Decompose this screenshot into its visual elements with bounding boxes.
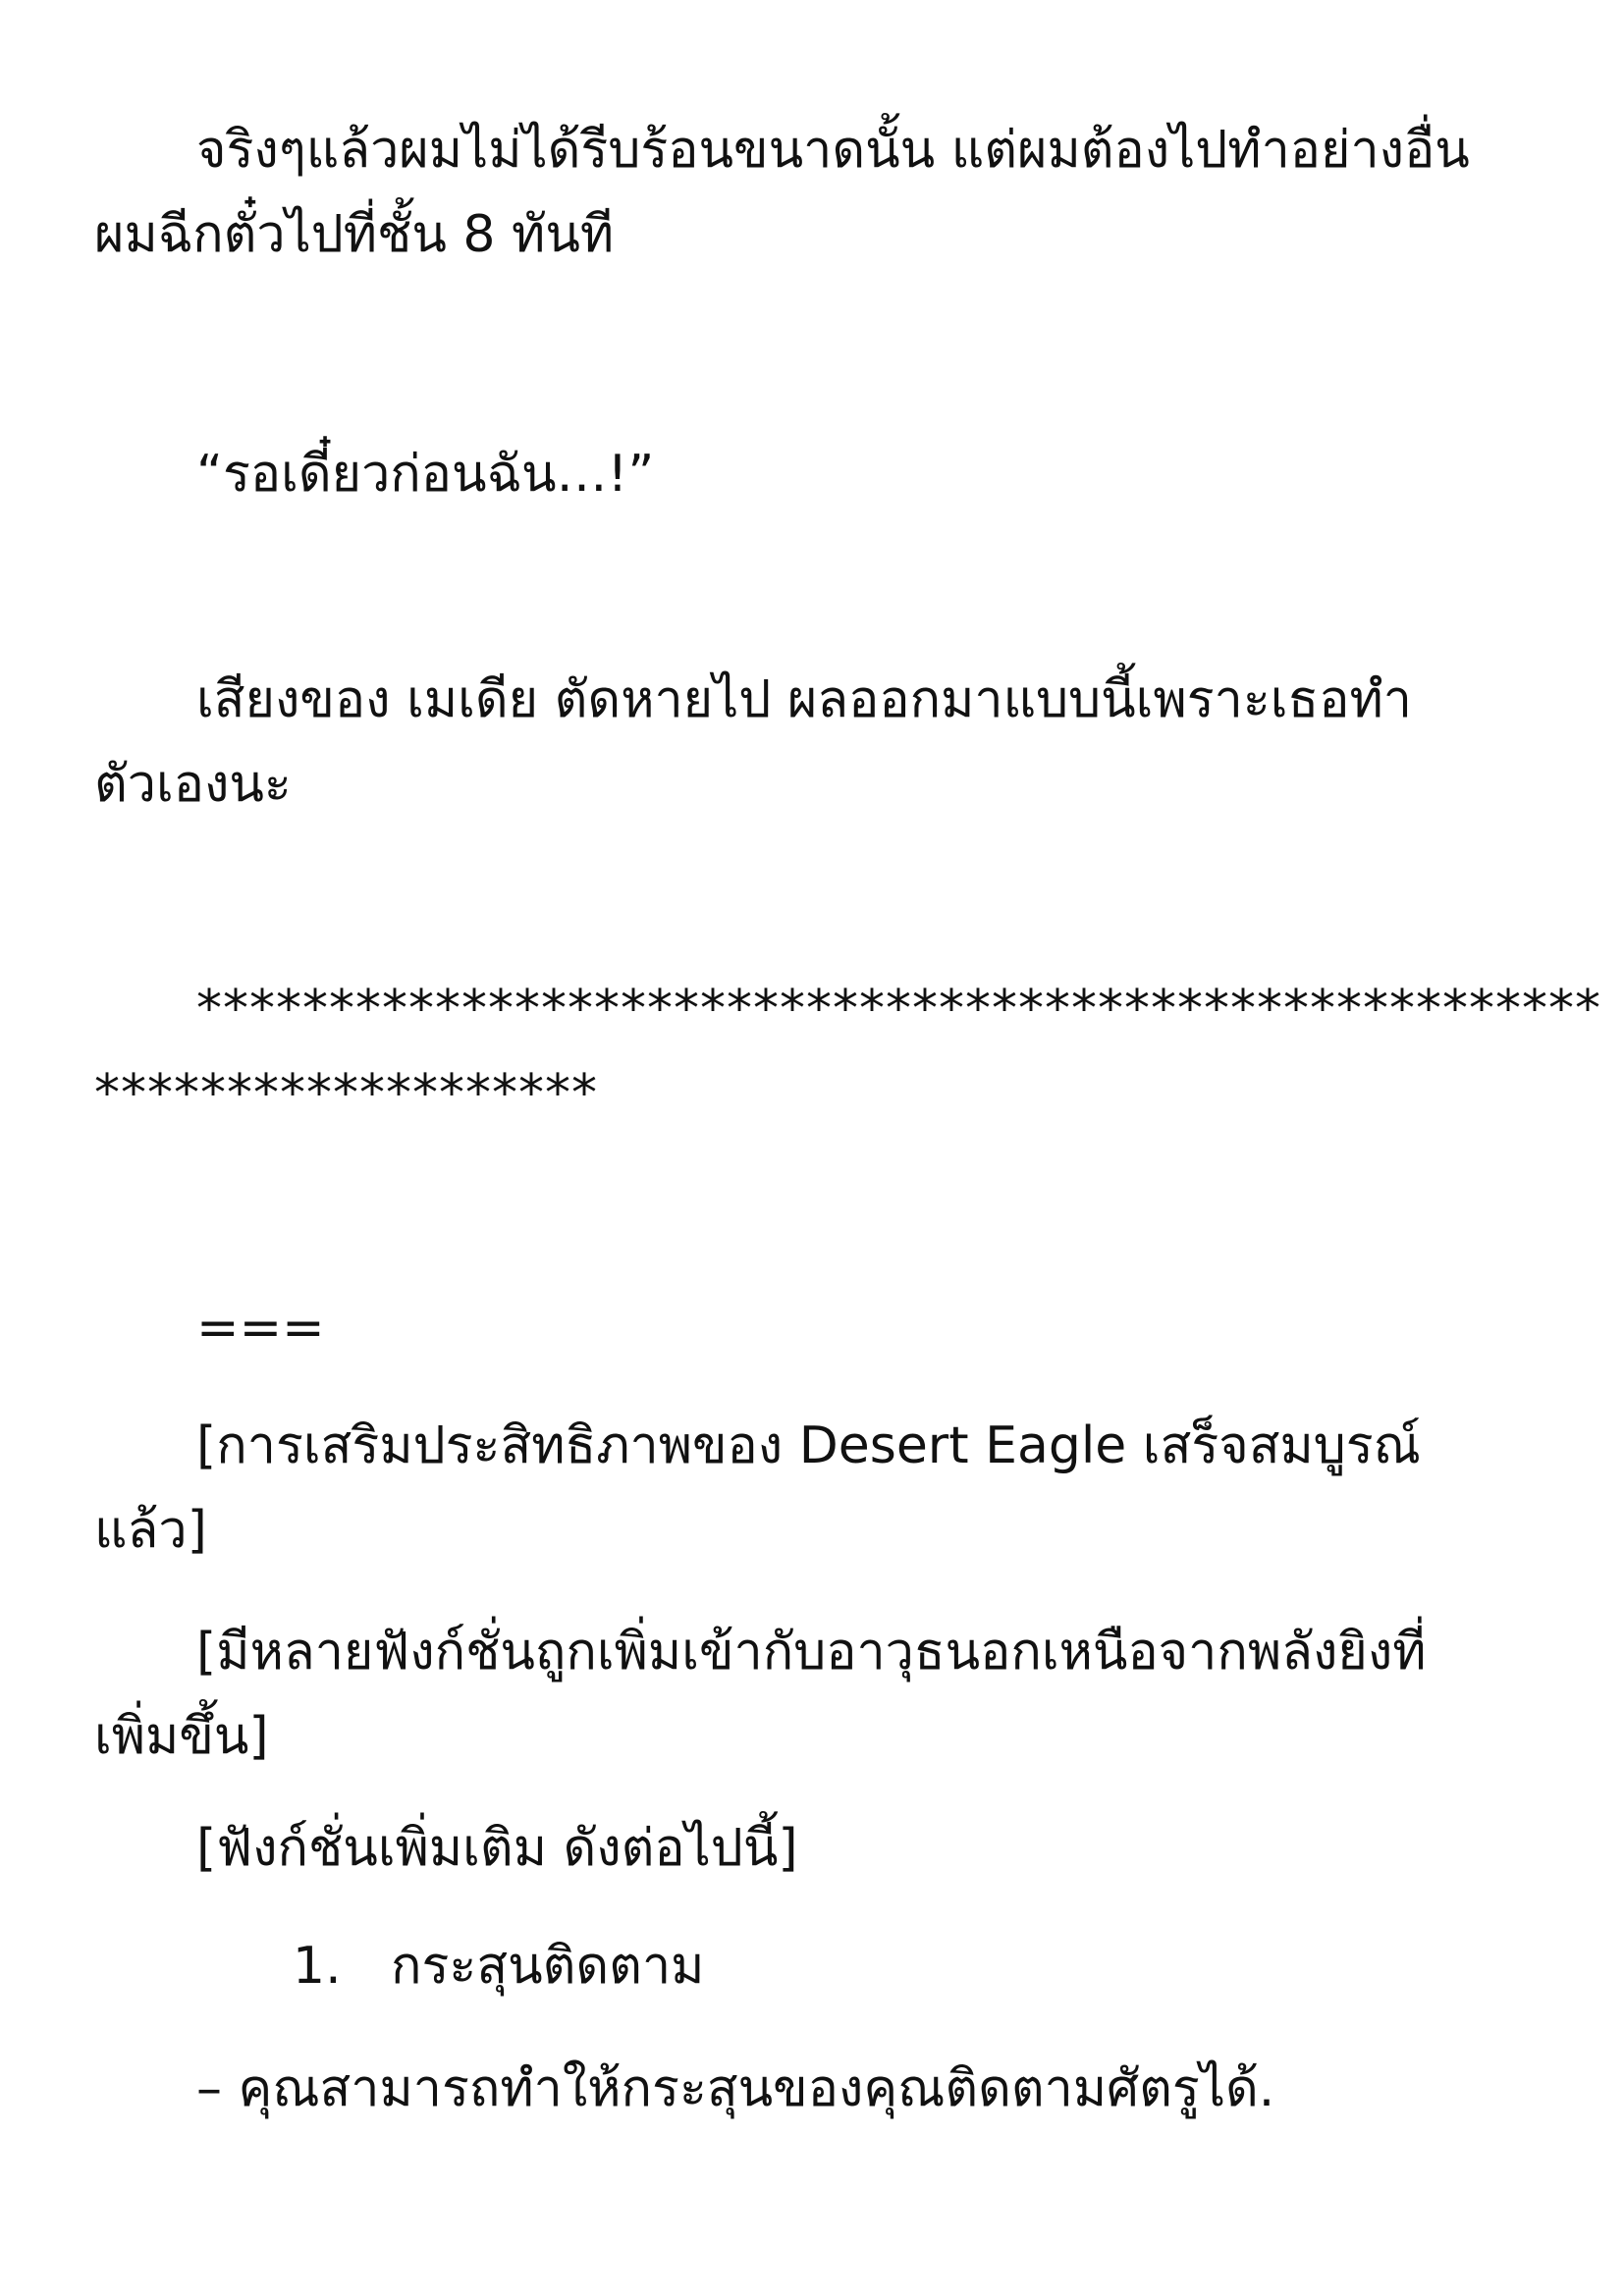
- scene-separator: [94, 967, 1601, 1136]
- paragraph-line: เพิ่มขึ้น]: [94, 1707, 269, 1766]
- list-text: กระสุนติดตาม: [391, 1937, 705, 1996]
- paragraph-line: [การเสริมประสิทธิภาพของ Desert Eagle เสร็จสมบูรณ์: [196, 1416, 1421, 1475]
- paragraph-ticket: [94, 108, 1538, 277]
- list-item: [293, 1924, 704, 2008]
- system-message-additional: [94, 1806, 1538, 1891]
- separator-line: *****************************************************: [196, 980, 1601, 1039]
- list-number: 1.: [293, 1937, 342, 1996]
- system-message-enhancement: [94, 1404, 1538, 1573]
- separator-line: *******************: [94, 1064, 598, 1123]
- section-divider: [94, 1286, 1538, 1370]
- paragraph-line: “รอเดี๋ยวก่อนฉัน…!”: [196, 445, 655, 504]
- paragraph-line: [ฟังก์ชั่นเพิ่มเติม ดังต่อไปนี้]: [196, 1819, 798, 1878]
- divider-line: ===: [196, 1299, 325, 1358]
- paragraph-line: แล้ว]: [94, 1501, 207, 1560]
- system-message-functions: [94, 1610, 1538, 1779]
- paragraph-line: – คุณสามารถทำให้กระสุนของคุณติดตามศัตรูได้.: [196, 2059, 1275, 2118]
- list-description: [94, 2047, 1538, 2131]
- paragraph-dialogue: [94, 432, 1538, 516]
- paragraph-line: จริงๆแล้วผมไม่ได้รีบร้อนขนาดนั้น แต่ผมต้องไปทำอย่างอื่น: [196, 121, 1470, 180]
- paragraph-line: ผมฉีกตั๋วไปที่ชั้น 8 ทันที: [94, 205, 615, 264]
- paragraph-line: [มีหลายฟังก์ชั่นถูกเพิ่มเข้ากับอาวุธนอกเหนือจากพลังยิงที่: [196, 1623, 1427, 1682]
- paragraph-line: เสียงของ เมเดีย ตัดหายไป ผลออกมาแบบนี้เพราะเธอทำ: [196, 670, 1412, 729]
- paragraph-line: ตัวเองนะ: [94, 755, 292, 814]
- paragraph-medea-voice: [94, 658, 1538, 827]
